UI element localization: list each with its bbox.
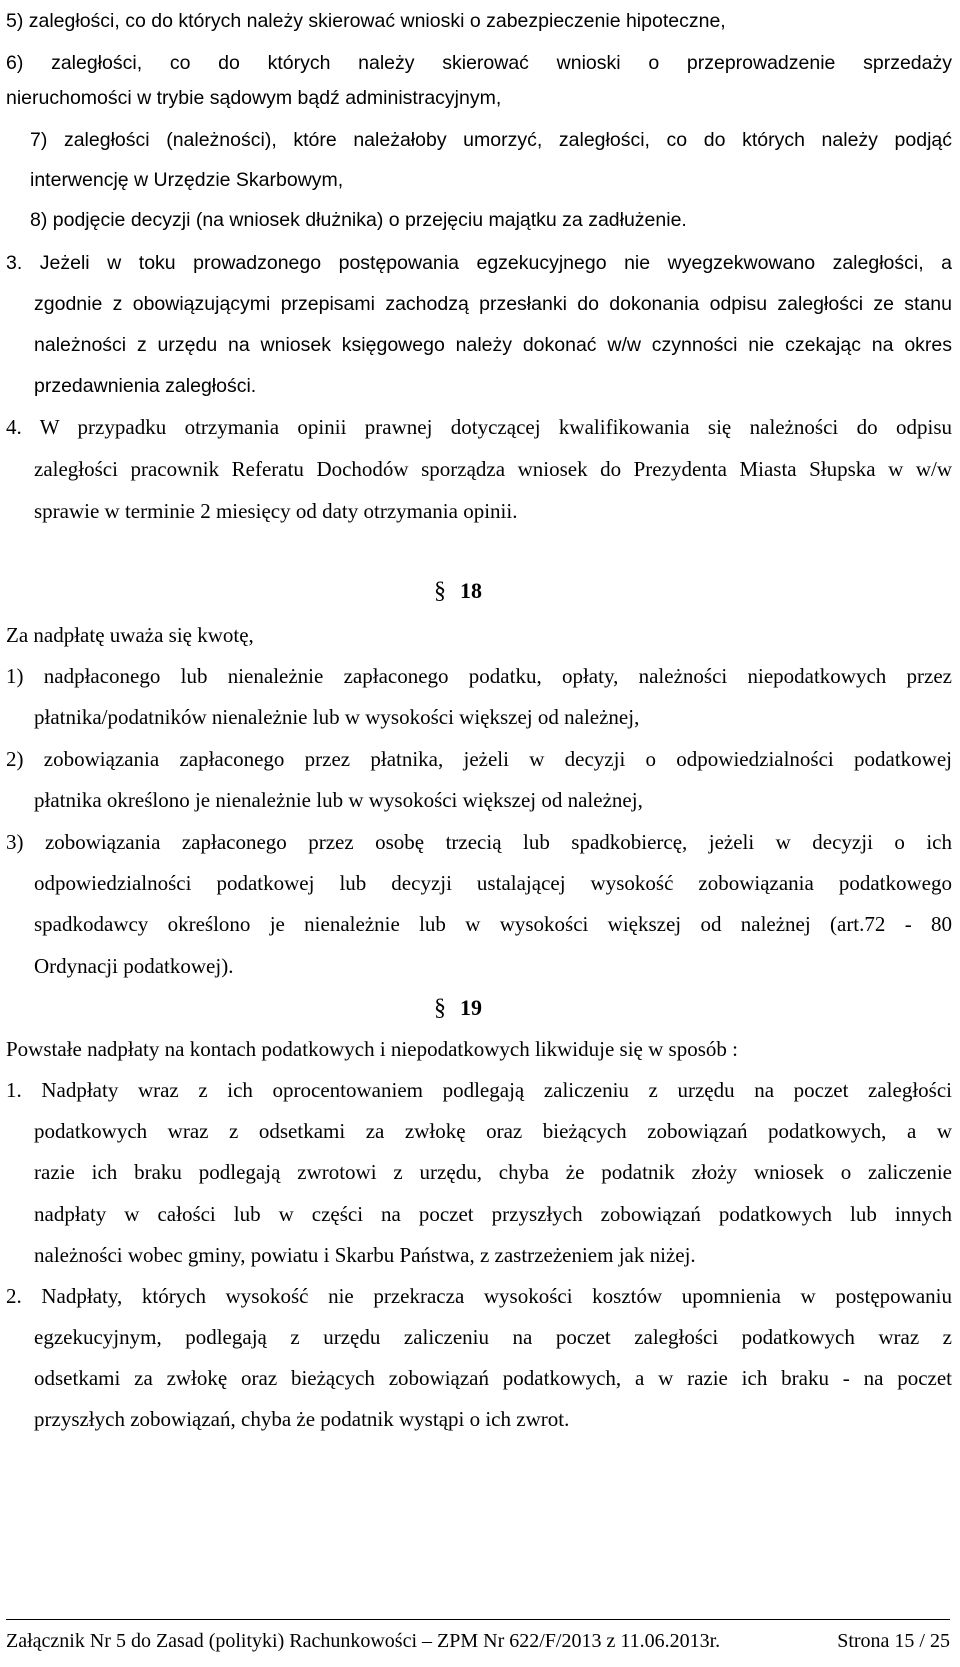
list-item-5: 5) zaległości, co do których należy skierować wnioski o zabezpieczenie hipoteczne, (6, 10, 726, 32)
list-item-8: 8) podjęcie decyzji (na wniosek dłużnika) o przejęciu majątku za zadłużenie. (30, 209, 687, 231)
section-19-intro: Powstałe nadpłaty na kontach podatkowych i niepodatkowych likwiduje się w sposób : (6, 1037, 738, 1061)
sec18-point1-line1: 1) nadpłaconego lub nienależnie zapłaconego podatku, opłaty, należności niepodatkowych przez (6, 664, 952, 688)
list-item-7-line1: 7) zaległości (należności), które należałoby umorzyć, zaległości, co do których należy podjąć (30, 129, 952, 151)
sec19-point2-line4: przyszłych zobowiązań, chyba że podatnik wystąpi o ich zwrot. (34, 1407, 570, 1431)
item-4-line3: sprawie w terminie 2 miesięcy od daty otrzymania opinii. (34, 499, 518, 523)
list-item-7-line2: interwencję w Urzędzie Skarbowym, (30, 169, 344, 191)
sec19-point2-line2: egzekucyjnym, podlegają z urzędu zaliczeniu na poczet zaległości podatkowych wraz z (34, 1325, 952, 1349)
item-4-line2: zaległości pracownik Referatu Dochodów sporządza wniosek do Prezydenta Miasta Słupska w w/w (34, 457, 952, 481)
item-3-line2: zgodnie z obowiązującymi przepisami zachodzą przesłanki do dokonania odpisu zaległości ze stanu (34, 293, 952, 315)
sec19-point1-line5: należności wobec gminy, powiatu i Skarbu Państwa, z zastrzeżeniem jak niżej. (34, 1243, 696, 1267)
footer-divider (6, 1619, 950, 1620)
list-item-6-line2: nieruchomości w trybie sądowym bądź administracyjnym, (6, 87, 502, 109)
item-4-line1: 4. W przypadku otrzymania opinii prawnej dotyczącej kwalifikowania się należności do odpisu (6, 415, 952, 439)
section-18-intro: Za nadpłatę uważa się kwotę, (6, 623, 254, 647)
item-3-line4: przedawnienia zaległości. (34, 375, 257, 397)
sec18-point3-line4: Ordynacji podatkowej). (34, 954, 234, 978)
sec18-point3-line3: spadkodawcy określono je nienależnie lub w wysokości większej od należnej (art.72 - 80 (34, 912, 952, 936)
item-3-line3: należności z urzędu na wniosek księgowego należy dokonać w/w czynności nie czekając na okres (34, 334, 952, 356)
section-number: 19 (460, 995, 482, 1020)
list-item-6-line1: 6) zaległości, co do których należy skierować wnioski o przeprowadzenie sprzedaży (6, 52, 952, 74)
section-18-heading (434, 578, 482, 605)
sec18-point2-line1: 2) zobowiązania zapłaconego przez płatnika, jeżeli w decyzji o odpowiedzialności podatkowej (6, 747, 952, 771)
sec18-point3-line1: 3) zobowiązania zapłaconego przez osobę trzecią lub spadkobiercę, jeżeli w decyzji o ich (6, 830, 952, 854)
sec19-point1-line3: razie ich braku podlegają zwrotowi z urzędu, chyba że podatnik złoży wniosek o zaliczenie (34, 1160, 952, 1184)
footer-document-reference: Załącznik Nr 5 do Zasad (polityki) Rachunkowości – ZPM Nr 622/F/2013 z 11.06.2013r. (6, 1630, 721, 1652)
sec19-point2-line3: odsetkami za zwłokę oraz bieżących zobowiązań podatkowych, a w razie ich braku - na poczet (34, 1366, 952, 1390)
section-19-heading (434, 995, 482, 1022)
footer-page-number: Strona 15 / 25 (837, 1630, 950, 1652)
sec19-point1-line4: nadpłaty w całości lub w części na poczet przyszłych zobowiązań podatkowych lub innych (34, 1202, 952, 1226)
sec18-point2-line2: płatnika określono je nienależnie lub w wysokości większej od należnej, (34, 788, 643, 812)
sec19-point2-line1: 2. Nadpłaty, których wysokość nie przekracza wysokości kosztów upomnienia w postępowaniu (6, 1284, 952, 1308)
section-number: 18 (460, 578, 482, 603)
sec18-point3-line2: odpowiedzialności podatkowej lub decyzji ustalającej wysokość zobowiązania podatkowego (34, 871, 952, 895)
sec18-point1-line2: płatnika/podatników nienależnie lub w wysokości większej od należnej, (34, 705, 640, 729)
sec19-point1-line1: 1. Nadpłaty wraz z ich oprocentowaniem podlegają zaliczeniu z urzędu na poczet zaległości (6, 1078, 952, 1102)
section-symbol: § (434, 578, 446, 604)
section-symbol: § (434, 995, 446, 1021)
sec19-point1-line2: podatkowych wraz z odsetkami za zwłokę oraz bieżących zobowiązań podatkowych, a w (34, 1119, 952, 1143)
item-3-line1: 3. Jeżeli w toku prowadzonego postępowania egzekucyjnego nie wyegzekwowano zaległości, a (6, 252, 952, 274)
